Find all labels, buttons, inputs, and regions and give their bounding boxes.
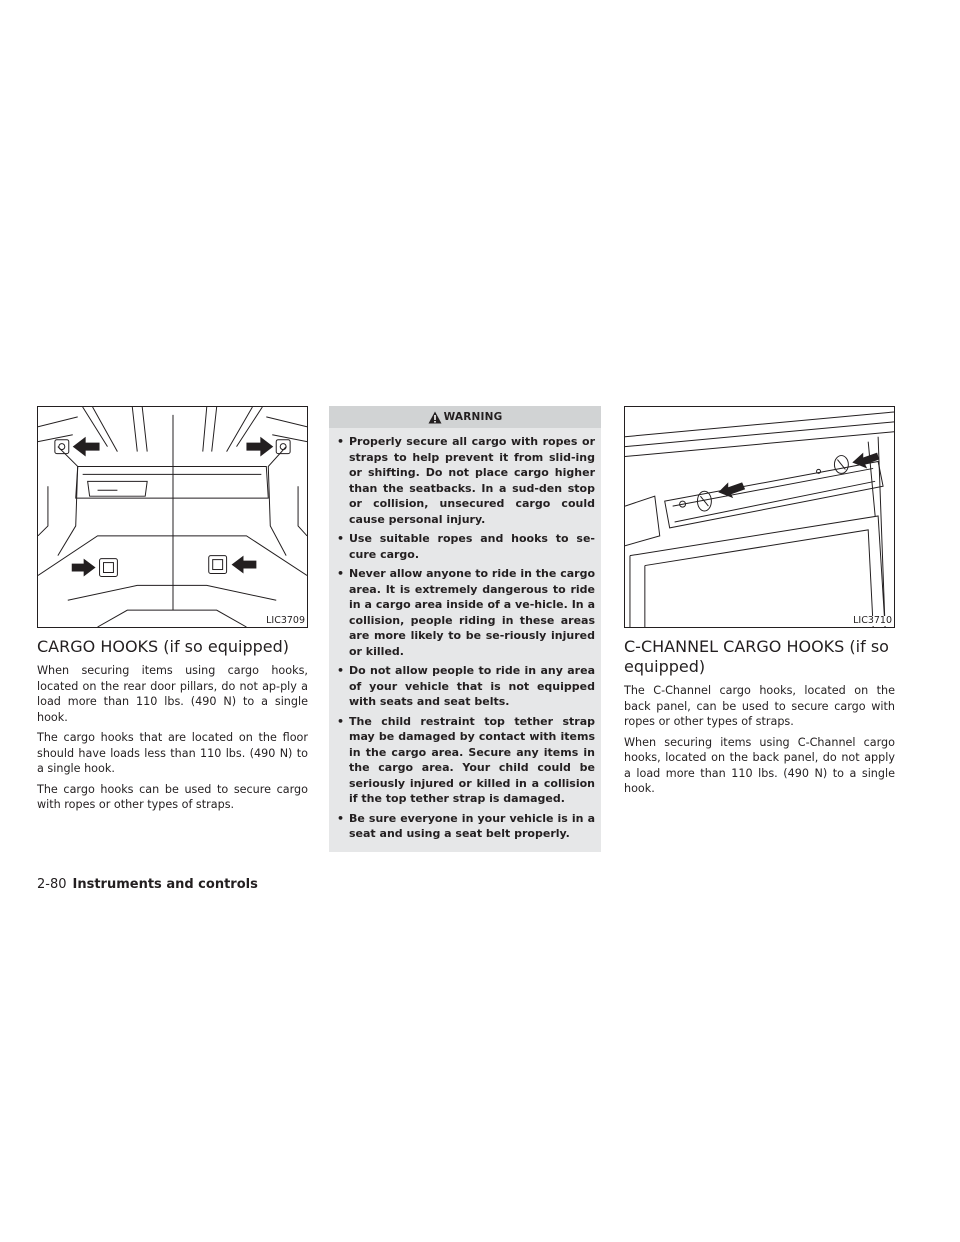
paragraph: The cargo hooks can be used to secure cargo with ropes or other types of straps.: [37, 782, 308, 811]
bullet: •: [337, 567, 345, 580]
paragraph: The cargo hooks that are located on the floor should have loads less than 110 lbs. (490 N) to a single hook.: [37, 731, 308, 775]
paragraph: The C-Channel cargo hooks, located on the back panel, can be used to secure cargo with ropes or other types of straps.: [624, 684, 895, 728]
figure-code: LIC3710: [853, 615, 892, 626]
bullet: •: [337, 664, 345, 677]
bullet: •: [337, 811, 345, 825]
left-column: [37, 406, 308, 818]
section-heading: C-CHANNEL CARGO HOOKS (if so equipped): [624, 637, 889, 676]
section-name: Instruments and controls: [72, 877, 258, 892]
right-column: [624, 406, 895, 802]
warning-triangle-icon: [428, 411, 442, 424]
center-column: [329, 406, 601, 852]
bullet: •: [337, 532, 345, 545]
warning-text: The child restraint top tether strap may be damaged by contact with items in the cargo area. Secure any items in the cargo area. Your child could be seriously injured or killed in a collision if the top tether strap is damaged.: [349, 714, 595, 805]
warning-text: Do not allow people to ride in any area of your vehicle that is not equipped with seats and seat belts.: [349, 664, 595, 708]
section-heading: CARGO HOOKS (if so equipped): [37, 637, 290, 656]
warning-item: [335, 663, 595, 710]
c-channel-hooks-illustration: [624, 406, 895, 628]
paragraph: When securing items using C-Channel cargo hooks, located on the back panel, do not apply a load more than 110 lbs. (490 N) to a single hook.: [624, 735, 895, 795]
warning-item: [335, 566, 595, 659]
cargo-hooks-illustration: [37, 406, 308, 628]
warning-item: [335, 531, 595, 562]
warning-text: Never allow anyone to ride in the cargo area. It is extremely dangerous to ride in a cargo area inside of a ve-hicle. In a collision, people riding in these areas are more likely to be se-riously injured or killed.: [349, 567, 595, 658]
warning-text: Be sure everyone in your vehicle is in a seat and using a seat belt properly.: [349, 811, 595, 840]
bullet: •: [337, 435, 345, 448]
warning-title: WARNING: [443, 411, 503, 423]
bullet: •: [337, 714, 345, 728]
warning-item: [335, 434, 595, 527]
paragraph: When securing items using cargo hooks, located on the rear door pillars, do not ap-ply a load more than 110 lbs. (490 N) to a single hook.: [37, 664, 308, 724]
warning-list: [329, 428, 601, 842]
warning-text: Properly secure all cargo with ropes or straps to help prevent it from slid-ing or shifting. Do not place cargo higher than the seatbacks. In a sud-den stop or collision, unsecured cargo could cause personal injury.: [349, 435, 595, 526]
c-channel-drawing: [625, 407, 894, 627]
warning-item: [335, 714, 595, 807]
figure-code: LIC3709: [266, 615, 305, 626]
warning-header: [329, 406, 601, 428]
cargo-hooks-drawing: [38, 407, 307, 627]
warning-text: Use suitable ropes and hooks to se-cure cargo.: [349, 532, 595, 561]
page-footer: [37, 877, 258, 893]
warning-item: [335, 811, 595, 842]
warning-box: [329, 406, 601, 852]
page-number: 2-80: [37, 877, 67, 892]
